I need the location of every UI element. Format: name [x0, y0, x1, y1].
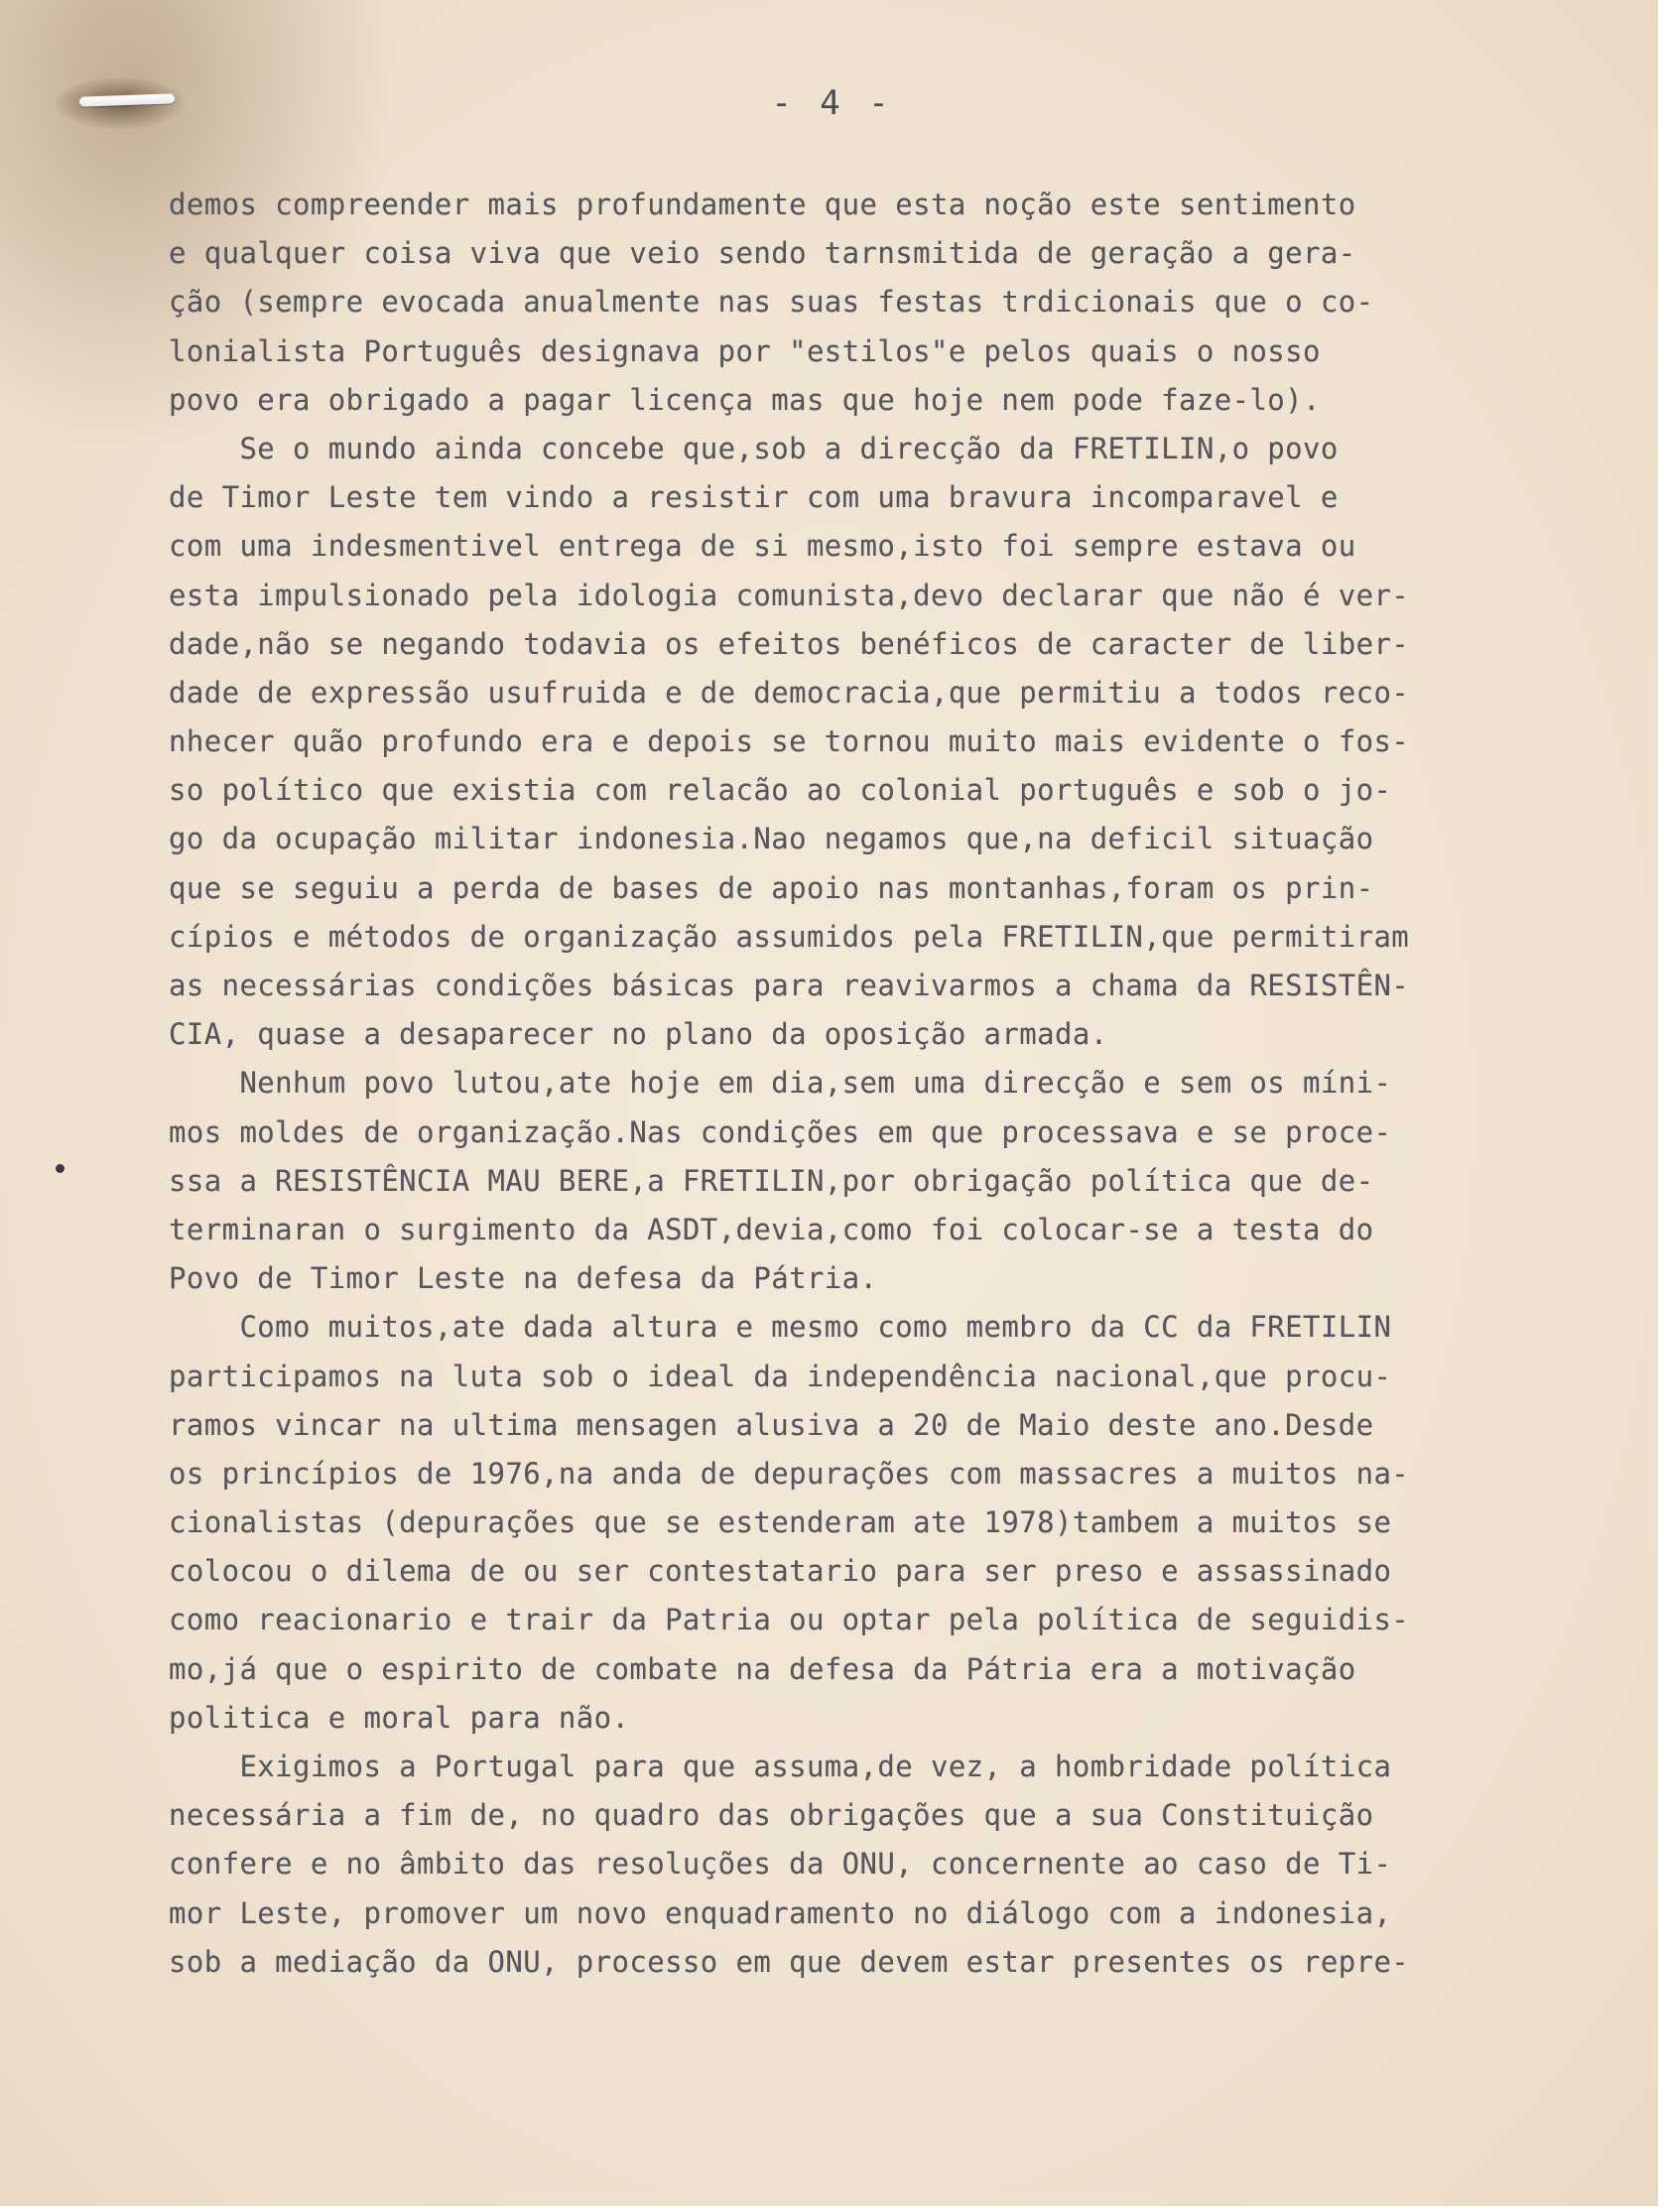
text-line: as necessárias condições básicas para reavivarmos a chama da RESISTÊN-: [169, 969, 1410, 1002]
text-line: colocou o dilema de ou ser contestatario para ser preso e assassinado: [169, 1554, 1392, 1589]
text-line: terminaran o surgimento da ASDT,devia,como foi colocar-se a testa do: [169, 1212, 1374, 1246]
text-line: so político que existia com relacão ao colonial português e sob o jo-: [169, 773, 1392, 808]
text-line: Se o mundo ainda concebe que,sob a direcção da FRETILIN,o povo: [169, 431, 1339, 465]
text-line: nhecer quão profundo era e depois se tornou muito mais evidente o fos-: [169, 724, 1410, 759]
text-line: cionalistas (depurações que se estenderam ate 1978)tambem a muitos se: [169, 1505, 1392, 1540]
scan-edge-right: [1658, 0, 1664, 2212]
text-line: cípios e métodos de organização assumidos pela FRETILIN,que permitiram: [169, 919, 1410, 954]
paragraph: [169, 425, 1558, 1059]
text-line: mor Leste, promover um novo enquadramento no diálogo com a indonesia,: [169, 1895, 1392, 1930]
text-line: politica e moral para não.: [169, 1700, 630, 1735]
text-line: mos moldes de organização.Nas condições em que processava e se proce-: [169, 1114, 1392, 1149]
body-text: [169, 181, 1558, 1987]
text-line: participamos na luta sob o ideal da independência nacional,que procu-: [169, 1359, 1392, 1393]
text-line: ssa a RESISTÊNCIA MAU BERE,a FRETILIN,por obrigação política que de-: [169, 1163, 1374, 1198]
text-line: dade,não se negando todavia os efeitos benéficos de caracter de liber-: [169, 626, 1410, 661]
text-line: mo,já que o espirito de combate na defesa da Pátria era a motivação: [169, 1651, 1356, 1686]
hole-punch-mark: [56, 1164, 64, 1173]
text-line: Povo de Timor Leste na defesa da Pátria.: [169, 1261, 878, 1296]
text-line: ção (sempre evocada anualmente nas suas festas trdicionais que o co-: [169, 285, 1374, 320]
text-line: lonialista Português designava por "estilos"e pelos quais o nosso: [169, 333, 1321, 368]
text-line: sob a mediação da ONU, processo em que devem estar presentes os repre-: [169, 1944, 1410, 1979]
text-line: ramos vincar na ultima mensagen alusiva a 20 de Maio deste ano.Desde: [169, 1407, 1374, 1442]
text-line: Nenhum povo lutou,ate hoje em dia,sem uma direcção e sem os míni-: [169, 1066, 1392, 1101]
text-line: go da ocupação militar indonesia.Nao negamos que,na deficil situação: [169, 822, 1374, 856]
text-line: com uma indesmentivel entrega de si mesmo,isto foi sempre estava ou: [169, 529, 1356, 564]
text-line: como reacionario e trair da Patria ou optar pela política de seguidis-: [169, 1603, 1410, 1637]
text-line: dade de expressão usufruida e de democracia,que permitiu a todos reco-: [169, 675, 1410, 710]
text-line: de Timor Leste tem vindo a resistir com uma bravura incomparavel e: [169, 480, 1339, 515]
paragraph: [169, 1743, 1558, 1987]
text-line: os princípios de 1976,na anda de depurações com massacres a muitos na-: [169, 1456, 1410, 1491]
text-line: CIA, quase a desaparecer no plano da oposição armada.: [169, 1017, 1108, 1052]
paragraph: [169, 1303, 1558, 1743]
text-line: que se seguiu a perda de bases de apoio nas montanhas,foram os prin-: [169, 870, 1374, 905]
text-line: e qualquer coisa viva que veio sendo tarnsmitida de geração a gera-: [169, 236, 1356, 271]
text-line: necessária a fim de, no quadro das obrigações que a sua Constituição: [169, 1798, 1374, 1833]
paragraph: [169, 1059, 1558, 1303]
text-line: esta impulsionado pela idologia comunista,devo declarar que não é ver-: [169, 578, 1410, 612]
text-line: Como muitos,ate dada altura e mesmo como membro da CC da FRETILIN: [169, 1310, 1392, 1345]
scan-edge-bottom: [0, 2206, 1664, 2212]
text-line: Exigimos a Portugal para que assuma,de vez, a hombridade política: [169, 1750, 1392, 1783]
page-number: - 4 -: [771, 83, 893, 123]
paragraph: [169, 181, 1558, 425]
text-line: confere e no âmbito das resoluções da ONU, concernente ao caso de Ti-: [169, 1847, 1392, 1882]
text-line: demos compreender mais profundamente que esta noção este sentimento: [169, 188, 1356, 221]
text-line: povo era obrigado a pagar licença mas que hoje nem pode faze-lo).: [169, 382, 1321, 417]
